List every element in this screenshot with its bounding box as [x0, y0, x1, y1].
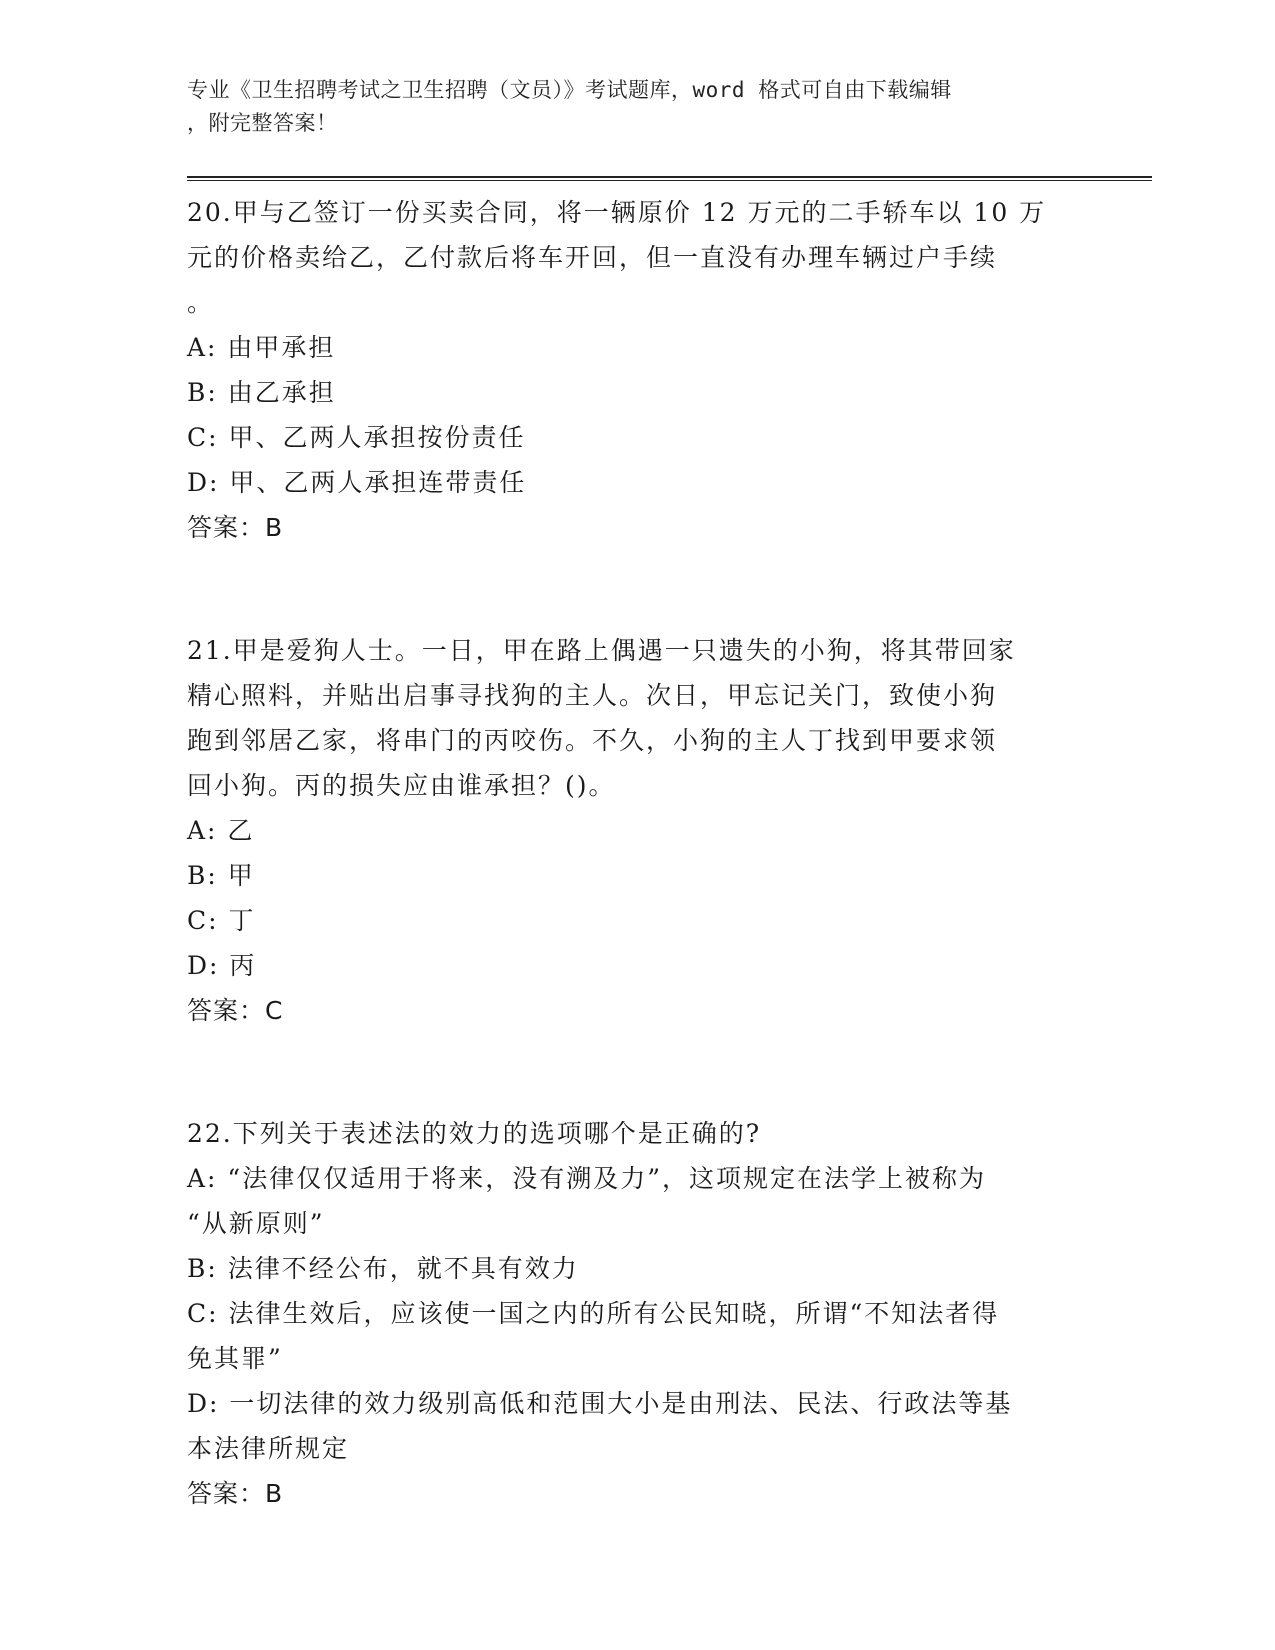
- question-item: [187, 190, 1087, 550]
- document-header: [187, 74, 1067, 140]
- header-line: ，附完整答案！: [187, 111, 338, 135]
- option-line: C: 甲、乙两人承担按份责任: [187, 423, 526, 452]
- option-line: 免其罪”: [187, 1344, 283, 1373]
- answer-line: 答案：C: [187, 996, 284, 1025]
- option-d: [187, 460, 1087, 505]
- option-line: 本法律所规定: [187, 1434, 350, 1463]
- option-line: B: 法律不经公布，就不具有效力: [187, 1254, 579, 1283]
- option-c: [187, 1291, 1087, 1381]
- answer-line: 答案：B: [187, 1479, 284, 1508]
- header-line: 专业《卫生招聘考试之卫生招聘（文员）》考试题库，word 格式可自由下载编辑: [187, 78, 952, 102]
- option-line: A: “法律仅仅适用于将来，没有溯及力”，这项规定在法学上被称为: [187, 1164, 986, 1193]
- option-line: C: 法律生效后，应该使一国之内的所有公民知晓，所谓“不知法者得: [187, 1299, 1000, 1328]
- option-d: [187, 1381, 1087, 1471]
- answer-line: 答案：B: [187, 513, 284, 542]
- option-line: D: 一切法律的效力级别高低和范围大小是由刑法、民法、行政法等基: [187, 1389, 1013, 1418]
- option-line: C: 丁: [187, 906, 256, 935]
- option-line: B: 甲: [187, 861, 255, 890]
- question-item: [187, 1111, 1087, 1516]
- option-line: A: 乙: [187, 816, 255, 845]
- stem-line: 跑到邻居乙家，将串门的丙咬伤。不久，小狗的主人丁找到甲要求领: [187, 726, 998, 755]
- option-line: D: 丙: [187, 951, 257, 980]
- stem-line: 。: [187, 288, 215, 317]
- question-list: [187, 190, 1087, 1594]
- question-item: [187, 628, 1087, 1033]
- option-b: [187, 1246, 1087, 1291]
- option-c: [187, 898, 1087, 943]
- option-line: D: 甲、乙两人承担连带责任: [187, 468, 527, 497]
- stem-line: 元的价格卖给乙，乙付款后将车开回，但一直没有办理车辆过户手续: [187, 243, 998, 272]
- option-a: [187, 325, 1087, 370]
- option-line: B: 由乙承担: [187, 378, 336, 407]
- option-line: “从新原则”: [187, 1209, 325, 1238]
- stem-line: 21.甲是爱狗人士。一日，甲在路上偶遇一只遗失的小狗，将其带回家: [187, 636, 1016, 665]
- option-a: [187, 808, 1087, 853]
- stem-line: 精心照料，并贴出启事寻找狗的主人。次日，甲忘记关门，致使小狗: [187, 681, 998, 710]
- option-b: [187, 370, 1087, 415]
- option-line: A: 由甲承担: [187, 333, 336, 362]
- stem-line: 22.下列关于表述法的效力的选项哪个是正确的?: [187, 1119, 762, 1148]
- option-b: [187, 853, 1087, 898]
- option-d: [187, 943, 1087, 988]
- question-stem: [187, 1111, 1087, 1156]
- stem-line: 回小狗。丙的损失应由谁承担？()。: [187, 771, 616, 800]
- stem-line: 20.甲与乙签订一份买卖合同，将一辆原价 12 万元的二手轿车以 10 万: [187, 198, 1047, 227]
- option-c: [187, 415, 1087, 460]
- header-divider: [187, 176, 1152, 181]
- question-stem: [187, 628, 1087, 808]
- question-stem: [187, 190, 1087, 325]
- option-a: [187, 1156, 1087, 1246]
